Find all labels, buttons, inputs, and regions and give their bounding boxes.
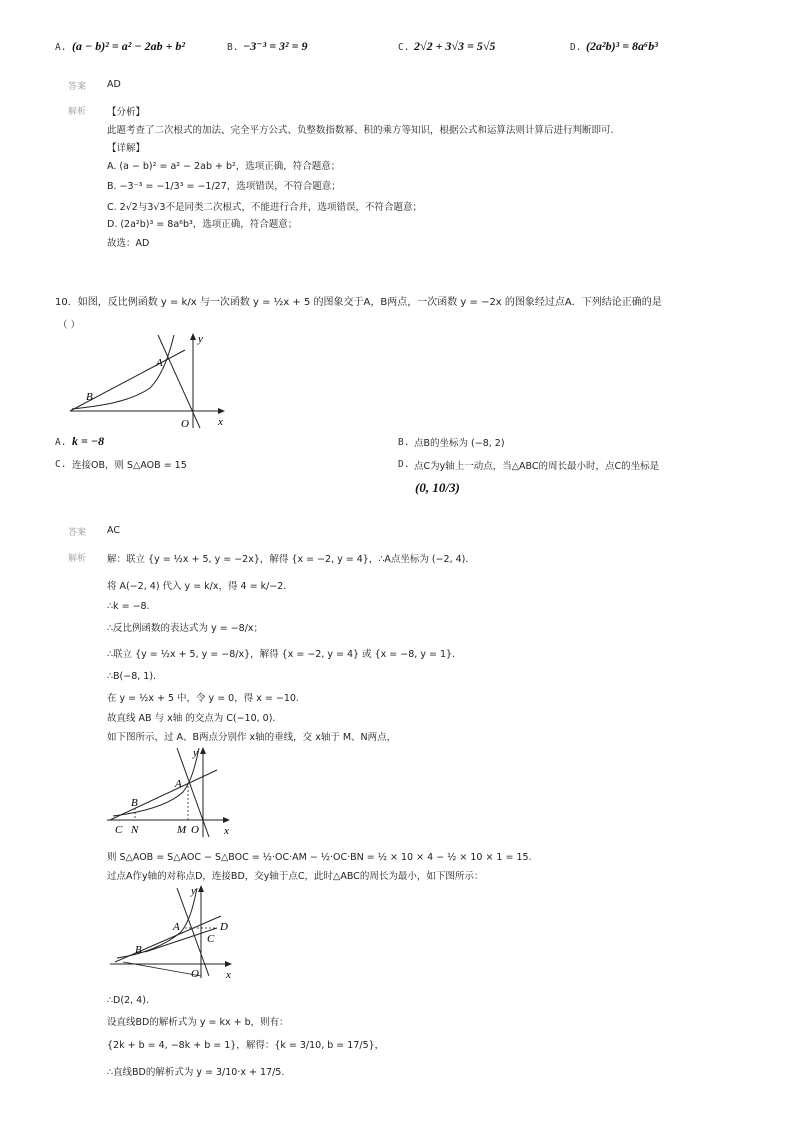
fig1-label-a: A [156, 357, 163, 369]
fig2-label-a: A [175, 778, 182, 790]
fig3-label-d: D [220, 921, 228, 933]
q10-sol-line-5: ∴联立 {y = ½x + 5, y = −8/x}，解得 {x = −2, y = 4} 或 {x = −8, y = 1}. [107, 649, 456, 660]
q10-answer-label: 答案 [68, 528, 87, 538]
q10-figure [60, 330, 240, 435]
q10-solution-figure-1 [105, 742, 245, 840]
q10-sol-line-13: 设直线BD的解析式为 y = kx + b，则有： [107, 1017, 289, 1028]
q10-analysis-label: 解析 [68, 554, 87, 564]
q9-answer: AD [107, 79, 121, 90]
q10-sol-line-3: ∴k = −8. [107, 601, 150, 612]
q10-option-b-text: 点B的坐标为 (−8, 2) [414, 438, 505, 449]
fig2-label-o: O [191, 824, 199, 836]
q9-detail-a: A. (a − b)² = a² − 2ab + b²，选项正确，符合题意； [107, 161, 341, 172]
fig2-x-axis-arrow [223, 817, 230, 823]
q9-option-c-expr: 2√2 + 3√3 = 5√5 [414, 39, 496, 53]
q9-option-b-letter: B. [227, 42, 239, 53]
q10-sol-line-9: 如下图所示，过 A、B两点分别作 x轴的垂线，交 x轴于 M、N两点， [107, 732, 397, 743]
q9-analysis-head: 【分析】 [107, 107, 146, 118]
q10-option-a-letter: A. [55, 437, 67, 448]
fig1-label-o: O [181, 418, 189, 430]
q9-detail-c: C. 2√2与3√3不是同类二次根式，不能进行合并，选项错误，不符合题意； [107, 202, 422, 213]
q10-sol-line-10: 则 S△AOB = S△AOC − S△BOC = ½·OC·AM − ½·OC·BN = ½ × 10 × 4 − ½ × 10 × 1 = 15. [107, 852, 532, 863]
q10-sol-line-12: ∴D(2, 4). [107, 995, 149, 1006]
q9-detail-b: B. −3⁻³ = −1/3³ = −1/27，选项错误，不符合题意； [107, 181, 341, 192]
fig2-label-m: M [177, 824, 187, 836]
fig3-y-axis-arrow [198, 885, 204, 892]
fig2-y-axis-arrow [200, 747, 206, 754]
q9-answer-label: 答案 [68, 82, 87, 92]
q10-sol-line-2: 将 A(−2, 4) 代入 y = k/x，得 4 = k/−2. [107, 581, 287, 592]
q10-option-b-letter: B. [398, 437, 410, 448]
fig3-label-b: B [135, 944, 142, 956]
fig1-label-x: x [218, 416, 223, 428]
fig3-label-c: C [207, 933, 215, 945]
q10-option-c-text: 连接OB，则 S△AOB = 15 [72, 460, 187, 471]
fig1-label-y: y [198, 333, 203, 345]
fig3-x-axis-arrow [225, 961, 232, 967]
fig3-label-x: x [226, 969, 231, 981]
q10-sol-line-6: ∴B(−8, 1). [107, 671, 157, 682]
q10-answer-paren: （ ） [58, 320, 81, 331]
q9-option-a-expr: (a − b)² = a² − 2ab + b² [72, 39, 186, 53]
q9-option-b-expr: −3⁻³ = 3² = 9 [243, 39, 308, 53]
q10-sol-line-8: 故直线 AB 与 x轴 的交点为 C(−10, 0). [107, 713, 276, 724]
y-axis-arrow [190, 333, 196, 340]
fig2-hyperbola [113, 748, 199, 816]
q9-detail-head: 【详解】 [107, 143, 146, 154]
q9-analysis-label: 解析 [68, 107, 87, 117]
fig2-line-ab [110, 770, 217, 820]
x-axis-arrow [218, 408, 225, 414]
q10-sol-line-1: 解：联立 {y = ½x + 5, y = −2x}，解得 {x = −2, y = 4}，∴A点坐标为 (−2, 4). [107, 554, 469, 565]
q9-option-c-letter: C. [398, 42, 410, 53]
q9-detail-d: D. (2a²b)³ = 8a⁶b³，选项正确，符合题意； [107, 219, 298, 230]
q10-option-d-letter: D. [398, 459, 410, 470]
q10-sol-line-14: {2k + b = 4, −8k + b = 1}，解得：{k = 3/10, b = 17/5}， [107, 1040, 385, 1051]
fig2-label-c: C [115, 824, 123, 836]
q10-option-d-point: (0, 10/3) [415, 480, 460, 495]
q9-detail-conclusion: 故选：AD [107, 238, 150, 249]
fig2-label-n: N [131, 824, 139, 836]
q10-stem: 10．如图，反比例函数 y = k/x 与一次函数 y = ½x + 5 的图象交于A，B两点，一次函数 y = −2x 的图象经过点A．下列结论正确的是 [55, 297, 662, 308]
q10-sol-line-4: ∴反比例函数的表达式为 y = −8/x； [107, 623, 264, 634]
q9-option-a-letter: A. [55, 42, 67, 53]
fig2-label-b: B [131, 797, 138, 809]
line-y-neg2x [158, 335, 200, 428]
q9-analysis-text: 此题考查了二次根式的加法、完全平方公式、负整数指数幂、积的乘方等知识，根据公式和运算法则计算后进行判断即可. [107, 125, 614, 136]
fig3-label-a: A [173, 921, 180, 933]
q10-option-d-text: 点C为y轴上一动点，当△ABC的周长最小时，点C的坐标是 [414, 461, 660, 472]
fig1-label-b: B [86, 391, 93, 403]
q10-option-a-text: k = −8 [72, 434, 105, 448]
fig2-label-y: y [193, 747, 198, 759]
fig3-label-o: O [191, 968, 199, 980]
fig2-label-x: x [224, 825, 229, 837]
q10-option-c-letter: C. [55, 459, 67, 470]
q10-sol-line-7: 在 y = ½x + 5 中，令 y = 0，得 x = −10. [107, 693, 299, 704]
q10-sol-line-11: 过点A作y轴的对称点D，连接BD，交y轴于点C，此时△ABC的周长为最小，如下图所示： [107, 871, 484, 882]
q9-option-d-expr: (2a²b)³ = 8a⁶b³ [586, 39, 658, 53]
fig3-label-y: y [191, 885, 196, 897]
q10-solution-figure-2 [105, 880, 245, 982]
q10-sol-line-15: ∴直线BD的解析式为 y = 3/10·x + 17/5. [107, 1067, 285, 1078]
q9-option-d-letter: D. [570, 42, 582, 53]
q10-answer: AC [107, 525, 120, 536]
